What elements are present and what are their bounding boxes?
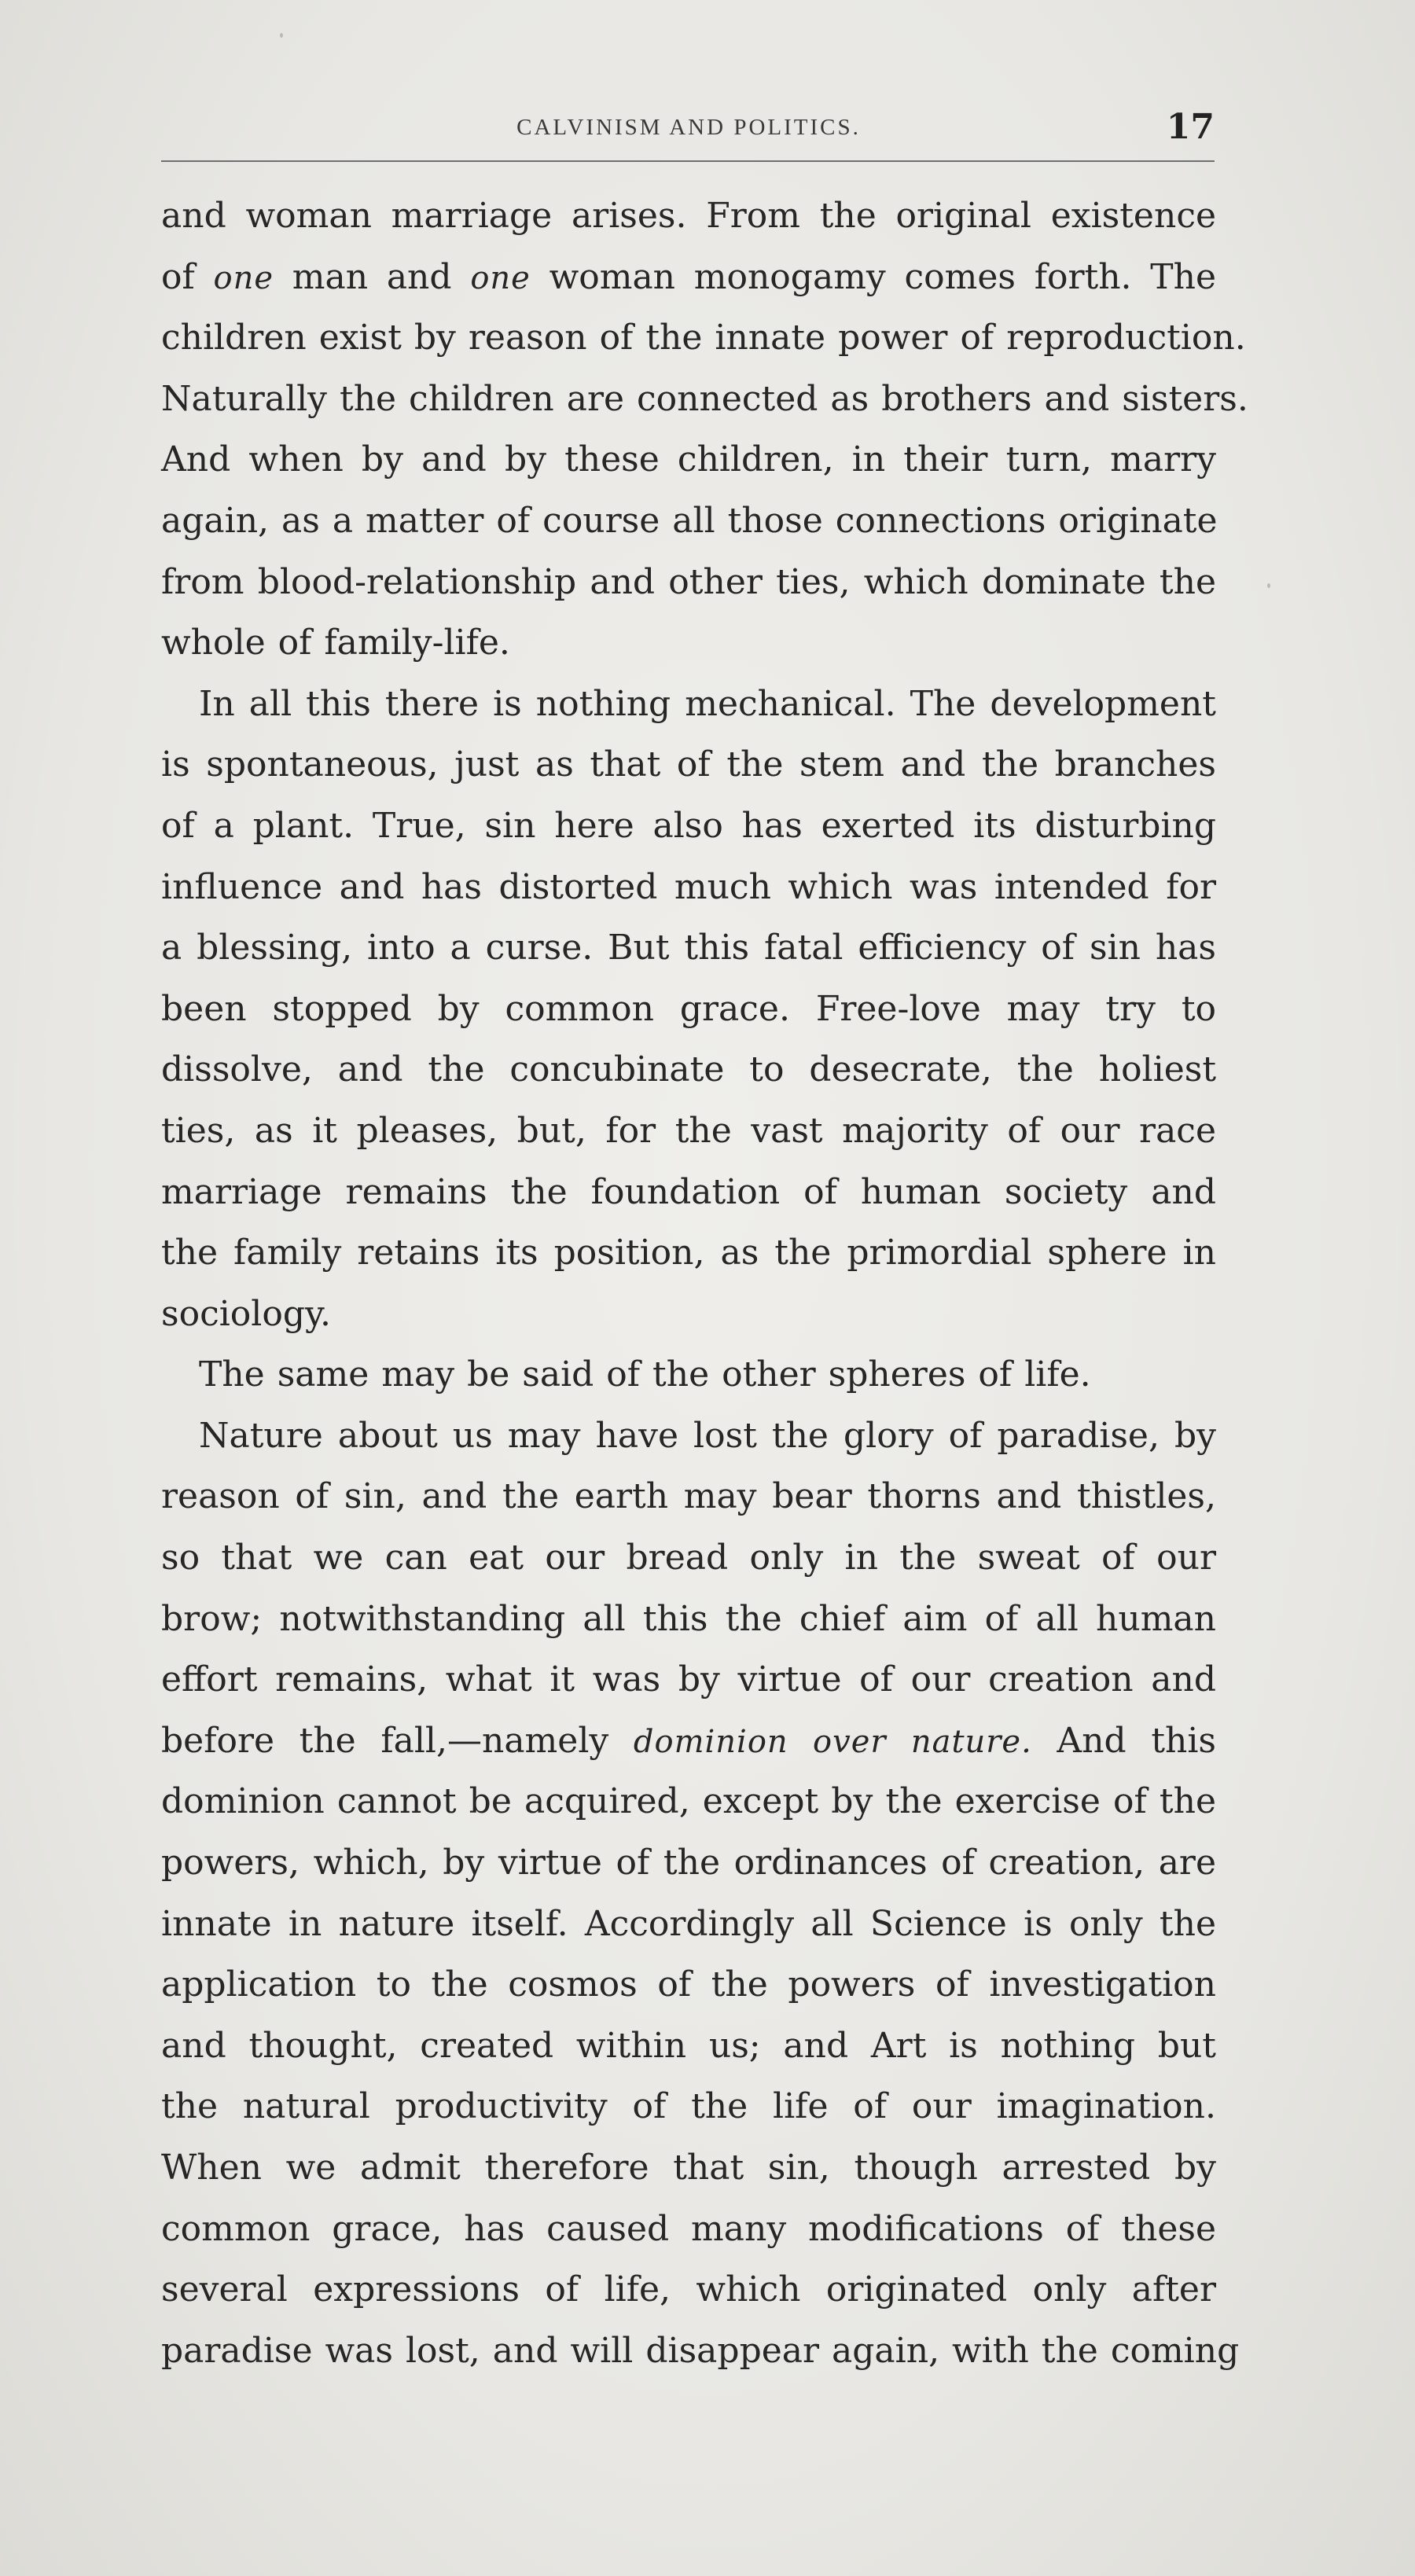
paper-speck (280, 33, 283, 38)
text-line: application to the cosmos of the powers of investigation (161, 1964, 1216, 2005)
text-line: been stopped by common grace. Free-love may try to (161, 988, 1216, 1029)
text-line: common grace, has caused many modifications of these (161, 2208, 1216, 2249)
text-run: before the fall,—namely (161, 1720, 609, 1761)
text-line (161, 1711, 1216, 1772)
text-line: the family retains its position, as the primordial sphere in (161, 1233, 1216, 1273)
header-rule (161, 160, 1215, 162)
text-line: from blood-relationship and other ties, which dominate the (161, 561, 1216, 602)
text-line: is spontaneous, just as that of the stem and the branches (161, 744, 1216, 785)
text-line: reason of sin, and the earth may bear thorns and thistles, (161, 1476, 1216, 1517)
text-line: and woman marriage arises. From the original existence (161, 196, 1216, 236)
text-line: influence and has distorted much which was intended for (161, 866, 1216, 907)
text-line: several expressions of life, which originated only after (161, 2269, 1216, 2310)
text-run: of (161, 256, 195, 297)
text-line: ties, as it pleases, but, for the vast majority of our race (161, 1110, 1216, 1151)
paper-speck (1267, 583, 1270, 588)
text-line: children exist by reason of the innate power of reproduction. (161, 318, 1246, 358)
text-line: a blessing, into a curse. But this fatal efficiency of sin has (161, 928, 1216, 968)
text-line: When we admit therefore that sin, though arrested by (161, 2148, 1216, 2188)
page-header (163, 107, 1215, 154)
text-line: innate in nature itself. Accordingly all Science is only the (161, 1903, 1216, 1944)
text-line: dominion cannot be acquired, except by the exercise of the (161, 1781, 1216, 1822)
page-number: 17 (1166, 107, 1215, 147)
text-line: In all this there is nothing mechanical. The development (199, 683, 1216, 724)
text-line: of a plant. True, sin here also has exerted its disturbing (161, 805, 1216, 846)
text-line: so that we can eat our bread only in the sweat of our (161, 1538, 1216, 1578)
text-line: sociology. (161, 1293, 332, 1334)
text-run: man and (292, 256, 452, 297)
text-run: woman monogamy comes forth. The (549, 256, 1216, 297)
text-line (161, 247, 1216, 308)
text-line: And when by and by these children, in their turn, marry (161, 439, 1216, 480)
text-line: marriage remains the foundation of human society and (161, 1171, 1216, 1212)
text-line: again, as a matter of course all those connections originate (161, 500, 1218, 541)
text-line: Naturally the children are connected as brothers and sisters. (161, 378, 1248, 419)
text-line: paradise was lost, and will disappear again, with the coming (161, 2330, 1240, 2371)
text-line: powers, which, by virtue of the ordinances of creation, are (161, 1843, 1216, 1883)
text-line: The same may be said of the other spheres of life. (199, 1354, 1091, 1395)
text-line: effort remains, what it was by virtue of our creation and (161, 1659, 1216, 1700)
text-line: brow; notwithstanding all this the chief aim of all human (161, 1598, 1216, 1639)
running-title: CALVINISM AND POLITICS. (516, 115, 861, 140)
text-line: dissolve, and the concubinate to desecrate, the holiest (161, 1049, 1216, 1090)
text-line: the natural productivity of the life of our imagination. (161, 2086, 1216, 2127)
italic-emphasis: dominion over nature. (633, 1723, 1032, 1760)
text-line: whole of family-life. (161, 623, 510, 663)
body-text (161, 186, 1248, 2381)
text-run: And this (1057, 1720, 1216, 1761)
text-line: Nature about us may have lost the glory of paradise, by (199, 1415, 1216, 1456)
italic-emphasis: one (470, 259, 531, 296)
italic-emphasis: one (213, 259, 274, 296)
text-line: and thought, created within us; and Art is nothing but (161, 2025, 1216, 2066)
